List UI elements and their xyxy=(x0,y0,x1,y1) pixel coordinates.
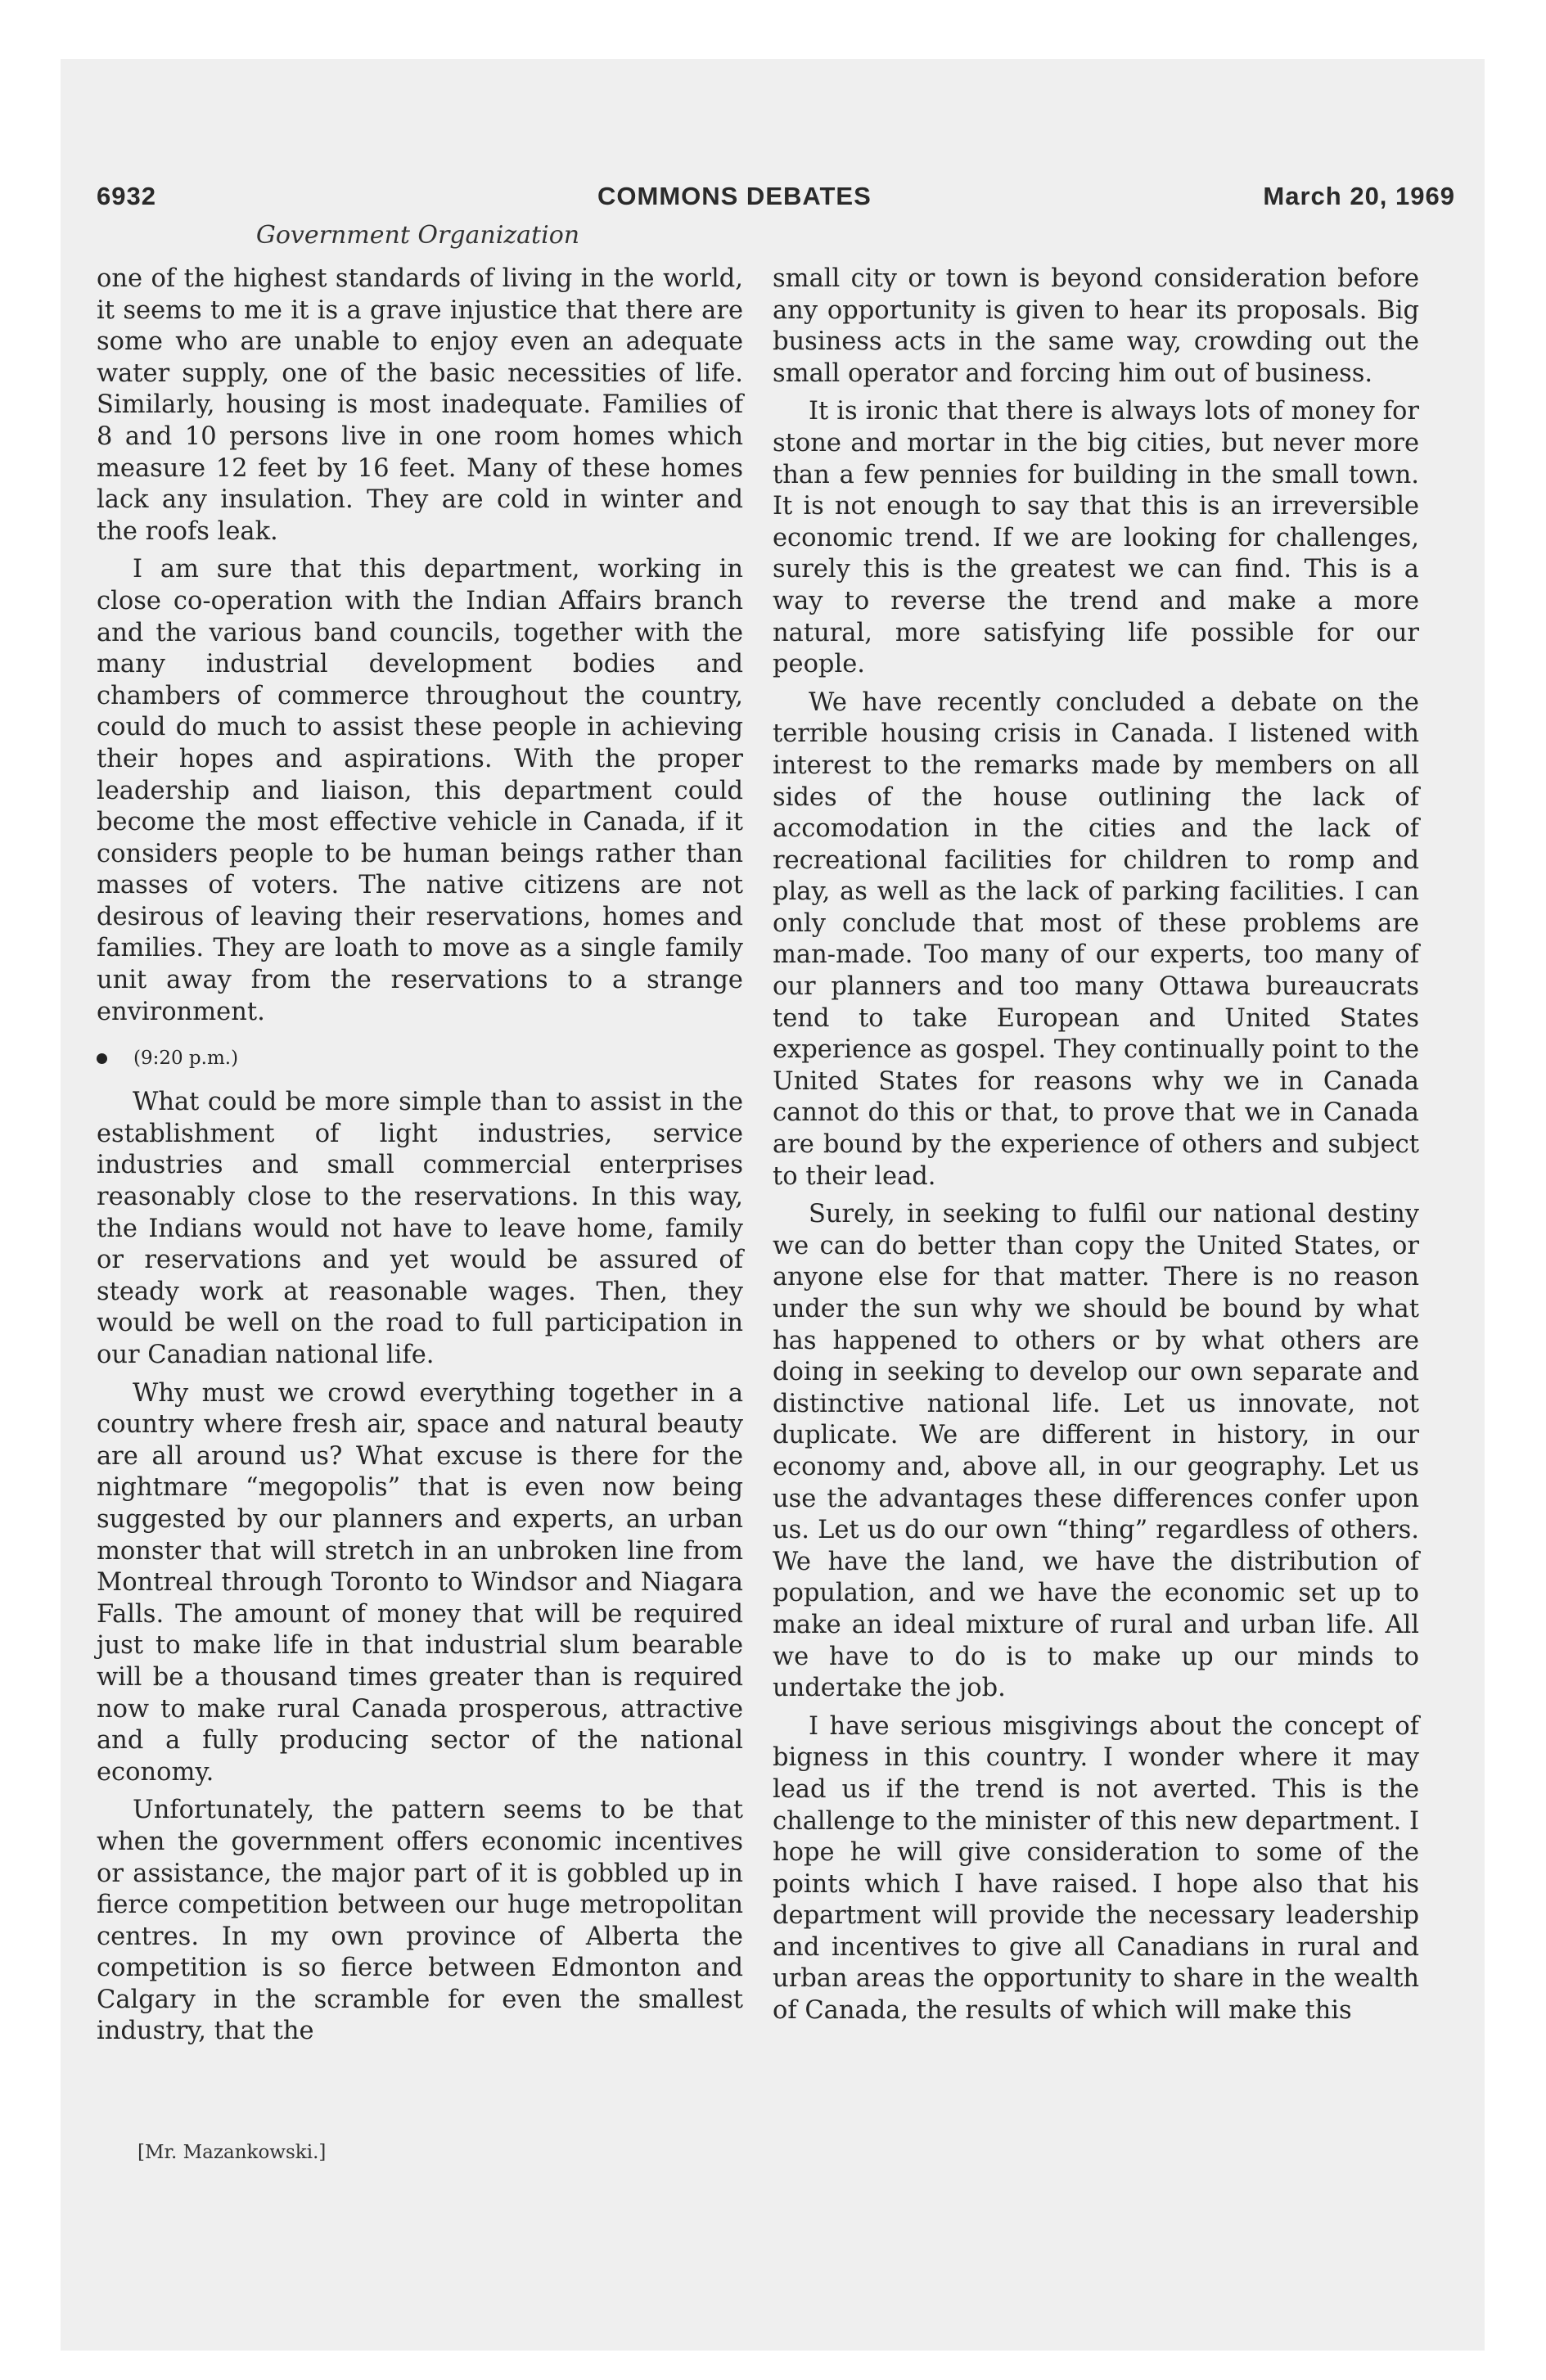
page-number: 6932 xyxy=(97,182,156,210)
section-heading: Government Organization xyxy=(255,221,580,250)
paragraph: Why must we crowd everything together in a country where fresh air, space and natural beauty are all around us? What excuse is there for the nightmare “megopolis” that is even now being suggested by our planners and experts, an urban monster that will stretch in an unbroken line from Montreal through Toronto to Windsor and Niagara Falls. The amount of money that will be required just to make life in that industrial slum bearable will be a thousand times greater than is required now to make rural Canada prosperous, attractive and a fully producing sector of the national economy. xyxy=(97,1378,743,1787)
paragraph: We have recently concluded a debate on the terrible housing crisis in Canada. I listened with interest to the remarks made by members on all sides of the house outlining the lack of accomodation in the cities and the lack of recreational facilities for children to romp and play, as well as the lack of parking facilities. I can only conclude that most of these problems are man-made. Too many of our experts, too many of our planners and too many Ottawa bureaucrats tend to take European and United States experience as gospel. They continually point to the United States for reasons why we in Canada cannot do this or that, to prove that we in Canada are bound by the experience of others and subject to their lead. xyxy=(773,687,1419,1191)
bullet-icon xyxy=(97,1053,107,1064)
paragraph: I have serious misgivings about the concept of bigness in this country. I wonder where it may lead us if the trend is not averted. This is the challenge to the minister of this new department. I hope he will give consideration to some of the points which I have raised. I hope also that his department will provide the necessary leadership and incentives to give all Canadians in rural and urban areas the opportunity to share in the wealth of Canada, the results of which will make this xyxy=(773,1711,1419,2026)
speaker-note: [Mr. Mazankowski.] xyxy=(137,2142,327,2163)
left-column xyxy=(97,264,743,2048)
time-marker xyxy=(97,1046,743,1071)
paragraph: What could be more simple than to assist in the establishment of light industries, service industries and small commercial enterprises reasonably close to the reservations. In this way, the Indians would not have to leave home, family or reservations and yet would be assured of steady work at reasonable wages. Then, they would be well on the road to full participation in our Canadian national life. xyxy=(97,1088,743,1369)
paragraph: one of the highest standards of living in the world, it seems to me it is a grave injustice that there are some who are unable to enjoy even an adequate water supply, one of the basic necessities of life. Similarly, housing is most inadequate. Families of 8 and 10 persons live in one room homes which measure 12 feet by 16 feet. Many of these homes lack any insulation. They are cold in winter and the roofs leak. xyxy=(97,264,743,546)
page-header xyxy=(97,182,1455,223)
time-marker-text: (9:20 p.m.) xyxy=(133,1048,239,1070)
page-date: March 20, 1969 xyxy=(1263,182,1455,210)
paragraph: I am sure that this department, working in close co-operation with the Indian Affairs branch and the various band councils, together with the many industrial development bodies and chambers of commerce throughout the country, could do much to assist these people in achieving their hopes and aspirations. With the proper leadership and liaison, this department could become the most effective vehicle in Canada, if it considers people to be human beings rather than masses of voters. The native citizens are not desirous of leaving their reservations, homes and families. They are loath to move as a single family unit away from the reservations to a strange environment. xyxy=(97,555,743,1026)
paragraph: It is ironic that there is always lots of money for stone and mortar in the big cities, but never more than a few pennies for building in the small town. It is not enough to say that this is an irreversible economic trend. If we are looking for challenges, surely this is the greatest we can find. This is a way to reverse the trend and make a more natural, more satisfying life possible for our people. xyxy=(773,397,1419,679)
paragraph: Unfortunately, the pattern seems to be that when the government offers economic incentives or assistance, the major part of it is gobbled up in fierce competition between our huge metropolitan centres. In my own province of Alberta the competition is so fierce between Edmonton and Calgary in the scramble for even the smallest industry, that the xyxy=(97,1796,743,2046)
right-column xyxy=(773,264,1419,2027)
paragraph: Surely, in seeking to fulfil our national destiny we can do better than copy the United States, or anyone else for that matter. There is no reason under the sun why we should be bound by what has happened to others or by what others are doing in seeking to develop our own separate and distinctive national life. Let us innovate, not duplicate. We are different in history, in our economy and, above all, in our geography. Let us use the advantages these differences confer upon us. Let us do our own “thing” regardless of others. We have the land, we have the distribution of population, and we have the economic set up to make an ideal mixture of rural and urban life. All we have to do is to make up our minds to undertake the job. xyxy=(773,1200,1419,1703)
journal-title: COMMONS DEBATES xyxy=(597,182,872,210)
paragraph: small city or town is beyond consideration before any opportunity is given to hear its proposals. Big business acts in the same way, crowding out the small operator and forcing him out of business. xyxy=(773,264,1419,388)
